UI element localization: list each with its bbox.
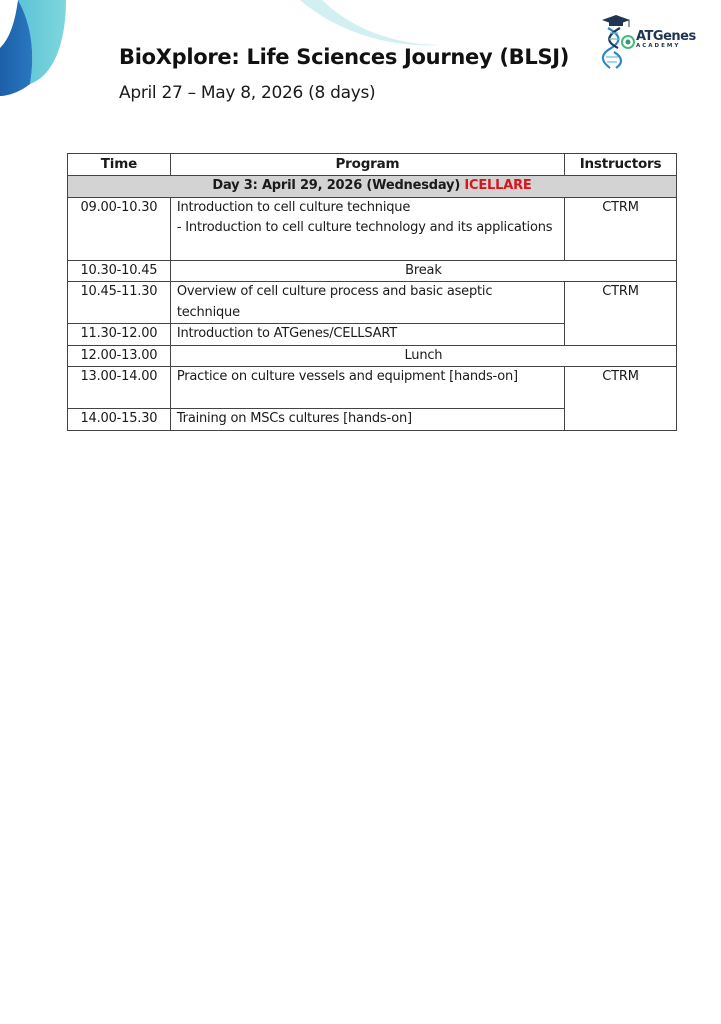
break-cell: Break bbox=[170, 260, 676, 282]
instructor-cell: CTRM bbox=[565, 197, 677, 260]
time-cell: 14.00-15.30 bbox=[68, 409, 171, 431]
program-cell: Practice on culture vessels and equipment [hands-on] bbox=[170, 367, 564, 409]
page-title: BioXplore: Life Sciences Journey (BLSJ) bbox=[119, 45, 570, 69]
column-header-instructors: Instructors bbox=[565, 154, 677, 176]
time-cell: 10.45-11.30 bbox=[68, 282, 171, 324]
day-label: Day 3: April 29, 2026 (Wednesday) bbox=[212, 178, 461, 193]
instructor-cell: CTRM bbox=[565, 367, 677, 431]
program-cell: Training on MSCs cultures [hands-on] bbox=[170, 409, 564, 431]
time-cell: 12.00-13.00 bbox=[68, 345, 171, 367]
table-row-break bbox=[68, 260, 677, 282]
dna-graduation-cap-icon bbox=[598, 12, 638, 70]
program-cell bbox=[170, 197, 564, 260]
logo-name: ATGenes bbox=[636, 29, 696, 44]
day-header-row bbox=[68, 176, 677, 198]
time-cell: 10.30-10.45 bbox=[68, 260, 171, 282]
column-header-time: Time bbox=[68, 154, 171, 176]
time-cell: 11.30-12.00 bbox=[68, 324, 171, 346]
schedule-table bbox=[67, 153, 677, 431]
logo-subtitle: ACADEMY bbox=[636, 43, 681, 49]
time-cell: 13.00-14.00 bbox=[68, 367, 171, 409]
table-row bbox=[68, 282, 677, 324]
day-venue: ICELLARE bbox=[464, 178, 532, 193]
table-row bbox=[68, 367, 677, 409]
program-cell: Introduction to ATGenes/CELLSART bbox=[170, 324, 564, 346]
table-row bbox=[68, 197, 677, 260]
event-dates: April 27 – May 8, 2026 (8 days) bbox=[119, 83, 376, 103]
program-cell: Overview of cell culture process and basic aseptic technique bbox=[170, 282, 564, 324]
deco-faint-arc bbox=[300, 0, 440, 45]
table-header-row bbox=[68, 154, 677, 176]
column-header-program: Program bbox=[170, 154, 564, 176]
program-line: Introduction to cell culture technique bbox=[176, 199, 411, 215]
atgenes-academy-logo bbox=[598, 12, 698, 70]
deco-light-arc bbox=[18, 0, 66, 84]
table-row-lunch bbox=[68, 345, 677, 367]
program-line: - Introduction to cell culture technology and its applications bbox=[176, 220, 553, 235]
time-cell: 09.00-10.30 bbox=[68, 197, 171, 260]
deco-dark-arc bbox=[0, 0, 32, 96]
lunch-cell: Lunch bbox=[170, 345, 676, 367]
instructor-cell: CTRM bbox=[565, 282, 677, 346]
day-header-cell bbox=[68, 176, 677, 198]
